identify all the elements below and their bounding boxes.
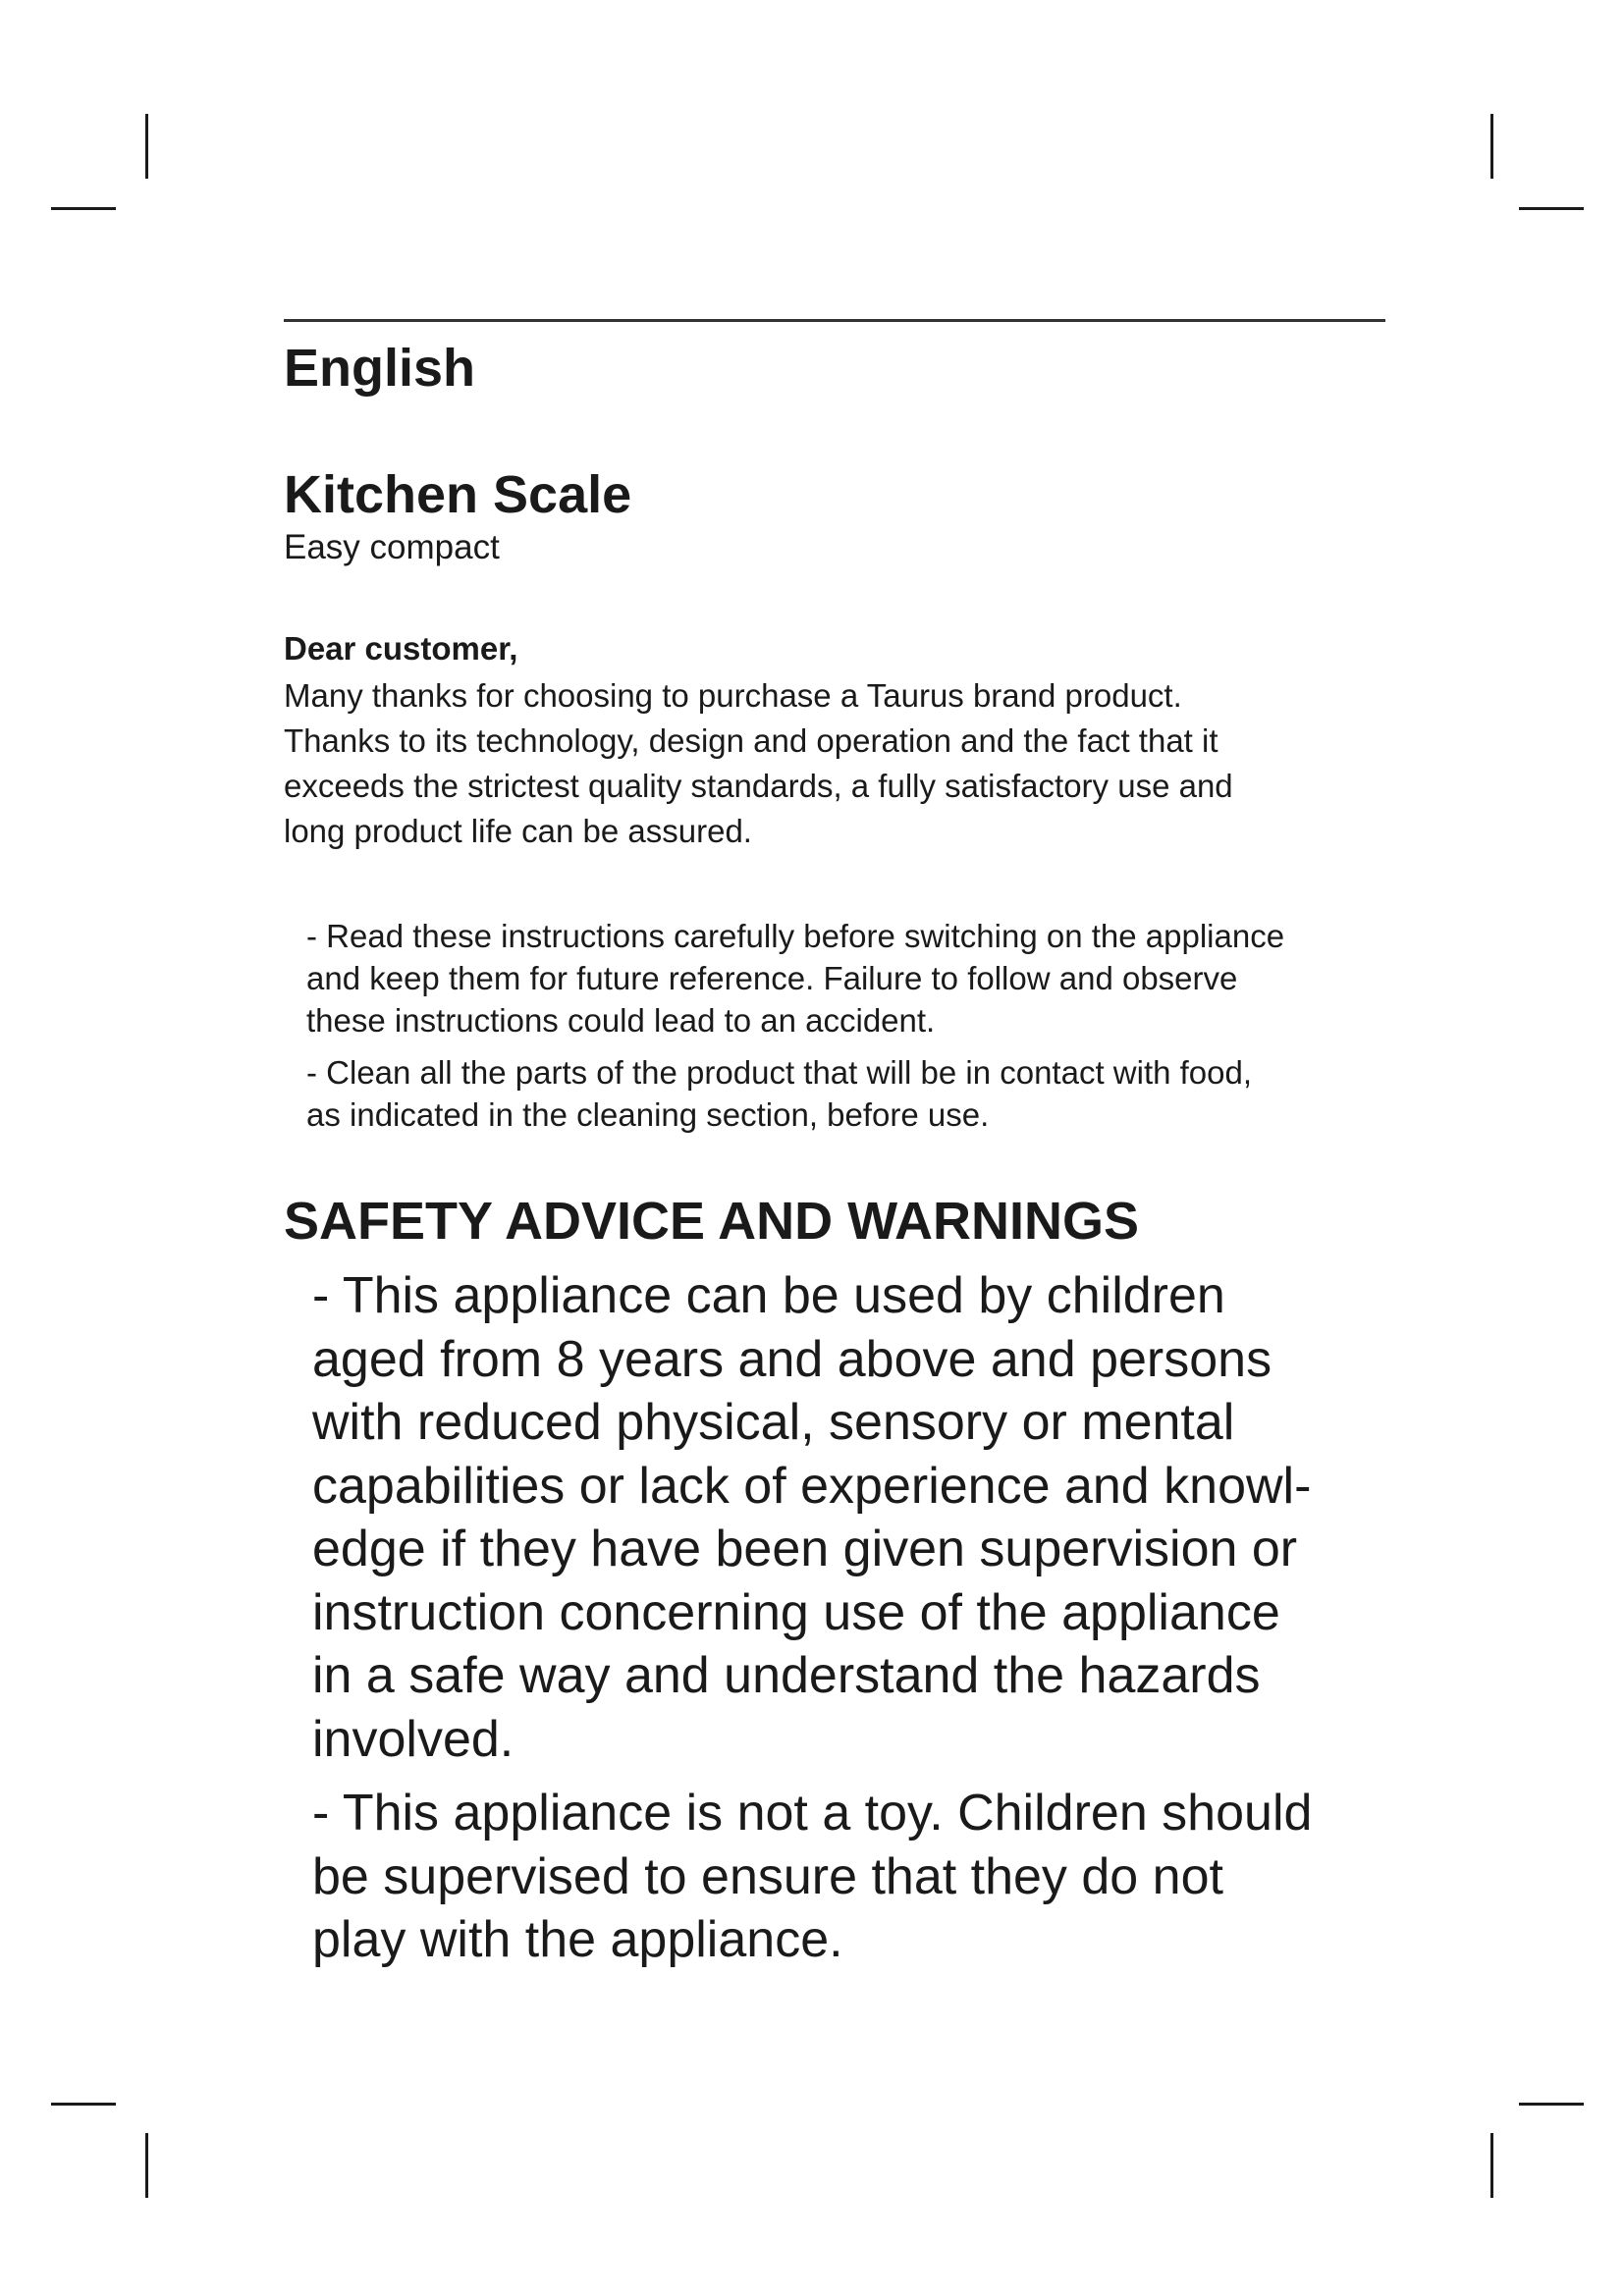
- intro-paragraph: [284, 673, 1233, 854]
- crop-mark-top-left-vertical: [145, 114, 148, 179]
- greeting: Dear customer,: [284, 630, 518, 667]
- crop-mark-bottom-right-vertical: [1490, 2133, 1493, 2198]
- warning-line: edge if they have been given supervision or: [312, 1521, 1298, 1577]
- note-clean-parts: [306, 1051, 1252, 1136]
- warning-children-usage: [312, 1264, 1311, 1771]
- note-line: - Read these instructions carefully before switching on the appliance: [306, 918, 1285, 954]
- warning-line: instruction concerning use of the appliance: [312, 1583, 1280, 1641]
- note-line: as indicated in the cleaning section, before use.: [306, 1096, 990, 1133]
- crop-mark-bottom-left-horizontal: [51, 2103, 116, 2106]
- crop-mark-top-right-horizontal: [1519, 207, 1584, 210]
- warning-line: aged from 8 years and above and persons: [312, 1330, 1272, 1388]
- product-subtitle: Easy compact: [284, 528, 500, 566]
- warning-line: - This appliance can be used by children: [312, 1267, 1225, 1324]
- warning-line: play with the appliance.: [312, 1911, 843, 1968]
- crop-mark-top-left-horizontal: [51, 207, 116, 210]
- intro-line: long product life can be assured.: [284, 813, 752, 849]
- crop-mark-bottom-right-horizontal: [1519, 2103, 1584, 2106]
- warning-line: in a safe way and understand the hazards: [312, 1647, 1261, 1704]
- intro-line: Many thanks for choosing to purchase a Taurus brand product.: [284, 677, 1182, 714]
- crop-mark-bottom-left-vertical: [145, 2133, 148, 2198]
- crop-mark-top-right-vertical: [1490, 114, 1493, 179]
- header-divider: [284, 319, 1385, 322]
- warning-not-a-toy: [312, 1782, 1312, 1972]
- warning-line: be supervised to ensure that they do not: [312, 1847, 1223, 1905]
- note-line: and keep them for future reference. Failure to follow and observe: [306, 960, 1238, 996]
- warning-line: involved.: [312, 1710, 514, 1768]
- note-line: - Clean all the parts of the product that will be in contact with food,: [306, 1054, 1253, 1091]
- note-read-instructions: [306, 915, 1284, 1041]
- warning-line: - This appliance is not a toy. Children should: [312, 1785, 1313, 1842]
- safety-heading: SAFETY ADVICE AND WARNINGS: [284, 1192, 1140, 1251]
- intro-line: Thanks to its technology, design and operation and the fact that it: [284, 722, 1218, 759]
- warning-line: capabilities or lack of experience and knowl-: [312, 1457, 1312, 1515]
- product-title: Kitchen Scale: [284, 465, 632, 524]
- note-line: these instructions could lead to an accident.: [306, 1002, 936, 1039]
- warning-line: with reduced physical, sensory or mental: [312, 1394, 1235, 1451]
- intro-line: exceeds the strictest quality standards, a fully satisfactory use and: [284, 768, 1233, 804]
- language-heading: English: [284, 339, 476, 398]
